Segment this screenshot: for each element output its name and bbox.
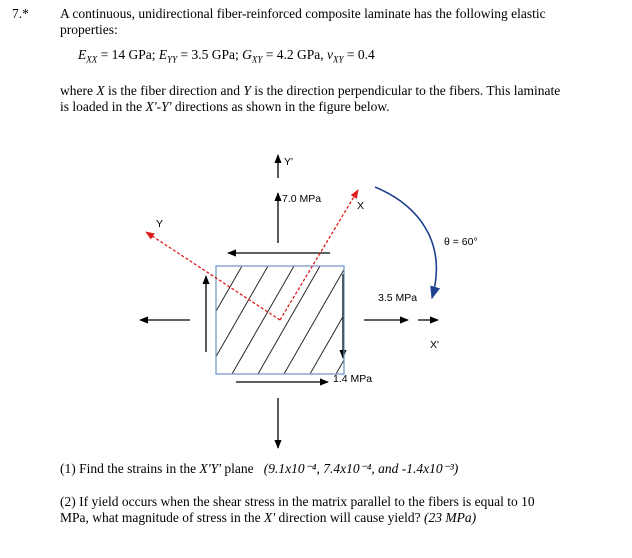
q1-plane: X'Y' <box>199 461 222 476</box>
where-text-a: where <box>60 83 97 98</box>
q2-text-b: direction will cause yield? <box>275 510 424 525</box>
q1-answer: (9.1x10⁻⁴, 7.4x10⁻⁴, and -1.4x10⁻³) <box>263 461 459 476</box>
fiber-line <box>206 266 268 374</box>
where-text-c: is the direction perpendicular to the fibers. This laminate <box>250 83 561 98</box>
q2-x-symbol: X' <box>263 510 276 525</box>
exx-subscript: XX <box>86 54 98 65</box>
rotation-angle-arrow <box>375 187 436 298</box>
theta-label: θ = 60° <box>444 236 478 248</box>
where2-text-a: is loaded in the <box>60 99 146 114</box>
transverse-y-axis <box>146 232 280 320</box>
right-stress-label: 3.5 MPa <box>378 292 418 304</box>
fiber-line <box>284 266 346 374</box>
fiber-line <box>258 266 320 374</box>
q1-text-a: (1) Find the strains in the <box>60 461 200 476</box>
y-prime-label: Y' <box>284 156 294 168</box>
eyy-value: = 3.5 GPa; <box>177 47 243 62</box>
bottom-stress-label: 1.4 MPa <box>333 373 373 385</box>
fiber-x-axis <box>280 190 358 320</box>
where-text-b: is the fiber direction and <box>104 83 244 98</box>
where-y-symbol: Y <box>243 83 251 98</box>
problem-intro-line1: A continuous, unidirectional fiber-reinforced composite laminate has the following elastic <box>60 6 546 21</box>
exx-value: = 14 GPa; <box>97 47 159 62</box>
question-2-line2 <box>60 510 476 526</box>
x-axis-label: X <box>357 200 365 212</box>
gxy-symbol: G <box>242 47 252 62</box>
nu-subscript: XY <box>333 54 344 65</box>
eyy-symbol: E <box>158 47 168 62</box>
gxy-value: = 4.2 GPa, <box>262 47 328 62</box>
q2-text-a: MPa, what magnitude of stress in the <box>60 510 264 525</box>
where-x-symbol: X <box>96 83 105 98</box>
y-axis-label: Y <box>156 218 164 230</box>
gxy-subscript: XY <box>251 54 263 65</box>
problem-number: 7.* <box>12 6 29 21</box>
fiber-line <box>232 266 294 374</box>
fiber-line <box>310 266 372 374</box>
eyy-subscript: YY <box>167 54 178 65</box>
x-prime-label: X' <box>430 339 440 351</box>
where2-xy-symbol: X'-Y' <box>145 99 172 114</box>
nu-symbol: ν <box>327 47 334 62</box>
where2-text-b: directions as shown in the figure below. <box>171 99 390 114</box>
nu-value: = 0.4 <box>343 47 375 62</box>
top-stress-label: 7.0 MPa <box>282 193 322 205</box>
q1-text-b: plane <box>221 461 254 476</box>
q2-answer: (23 MPa) <box>423 510 477 525</box>
problem-intro-line2: properties: <box>60 22 118 37</box>
question-2-line1: (2) If yield occurs when the shear stress in the matrix parallel to the fibers is equal to 10 <box>60 494 535 509</box>
question-1 <box>60 461 458 477</box>
exx-symbol: E <box>78 47 87 62</box>
